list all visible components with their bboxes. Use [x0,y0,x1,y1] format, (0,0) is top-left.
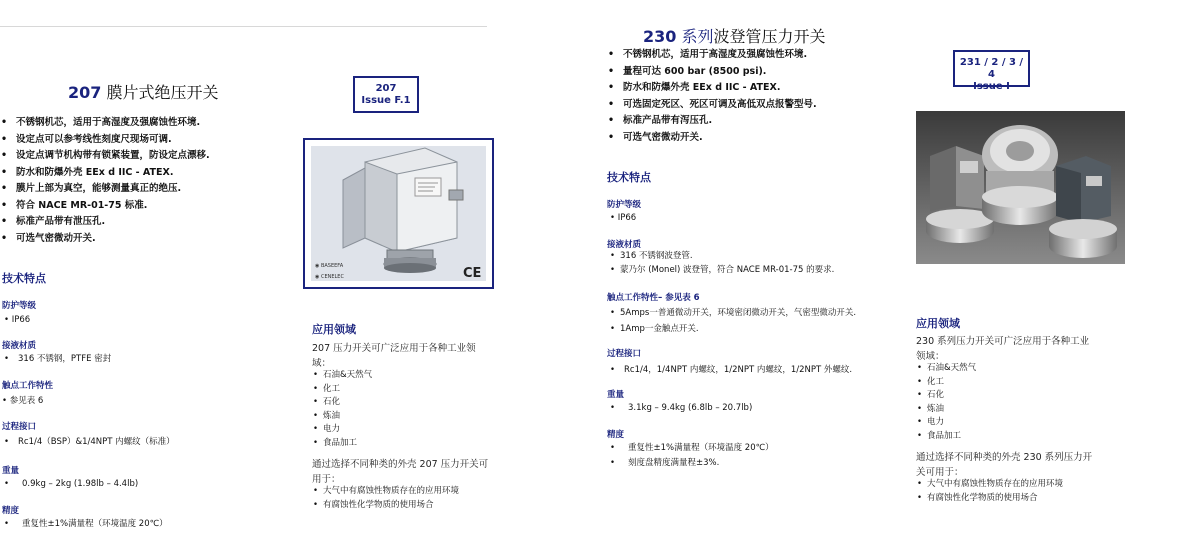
product-207-image [303,138,494,289]
accuracy-text: 重复性±1%满量程（环境温度 20℃） [22,519,168,529]
app-item: • 化工 [917,376,976,390]
weight-heading: 重量 [2,466,20,476]
feature-item: • 设定点调节机构带有锁紧装置，防设定点漂移. [0,148,210,165]
right-title-text: 波登管压力开关 [713,27,826,46]
app-note-item: • 有腐蚀性化学物质的使用场合 [313,499,459,513]
left-issue-model: 207 [375,83,397,94]
top-rule [0,26,487,27]
weight-value: • 0.9kg – 2kg (1.98lb – 4.4lb) [4,479,139,489]
app-note-item: • 大气中有腐蚀性物质存在的应用环境 [313,485,459,499]
right-feature-list [607,47,817,146]
protection-heading: 防护等级 [2,301,37,311]
right-app-note: 通过选择不同种类的外壳 230 系列压力开关可用于： [916,452,1093,478]
left-issue-version: Issue F.1 [361,95,411,106]
wetted-list [610,250,834,277]
product-230-illustration [916,111,1125,264]
baseefa-mark: ◉ BASEEFA [315,263,344,269]
ce-mark: CE [463,266,482,281]
contact-heading: 触点工作特性 [2,381,54,391]
app-note-item: • 有腐蚀性化学物质的使用场合 [917,492,1063,506]
left-app-list [313,369,372,450]
left-app-note-list [313,485,459,512]
accuracy-value: • 重复性±1%满量程（环境温度 20℃） [4,519,168,529]
right-title-series: 系列 [676,27,714,46]
accuracy-text: 刻度盘精度满量程±3%. [628,458,720,468]
process-value: • Rc1/4（BSP）&1/4NPT 内螺纹（标准） [4,437,175,447]
cenelec-mark: ◉ CENELEC [315,274,344,280]
left-app-heading: 应用领域 [312,323,356,336]
left-page-title [68,80,219,103]
right-issue-box [953,50,1030,92]
process-text: Rc1/4（BSP）&1/4NPT 内螺纹（标准） [18,437,175,447]
accuracy-heading: 精度 [2,506,20,516]
app-item: • 炼油 [313,410,372,424]
app-item: • 食品加工 [917,430,976,444]
accuracy-text: 重复性±1%满量程（环境温度 20℃） [628,443,774,453]
app-item: • 石化 [917,389,976,403]
wetted-item: • 蒙乃尔 (Monel) 波登管，符合 NACE MR-01-75 的要求. [610,264,834,278]
feature-item: • 防水和防爆外壳 EEx d IIC - ATEX. [607,80,817,97]
app-item: • 食品加工 [313,437,372,451]
app-item: • 电力 [313,423,372,437]
feature-item: • 可选气密微动开关. [607,130,817,147]
feature-item: • 标准产品带有泄压孔. [0,214,210,231]
feature-item: • 不锈钢机芯，适用于高湿度及强腐蚀性环境. [607,47,817,64]
product-230-image [916,111,1125,264]
feature-item: • 膜片上部为真空，能够测量真正的绝压. [0,181,210,198]
contact-heading: 触点工作特性– 参见表 6 [607,293,700,303]
left-app-intro: 207 压力开关可广泛应用于各种工业领域： [312,343,476,369]
wetted-heading: 接液材质 [2,341,37,351]
accuracy-heading: 精度 [607,430,625,440]
contact-list [610,305,856,337]
protection-value: • IP66 [610,213,637,223]
feature-item: • 防水和防爆外壳 EEx d IIC - ATEX. [0,165,210,182]
process-text: Rc1/4，1/4NPT 内螺纹，1/2NPT 内螺纹，1/2NPT 外螺纹. [624,365,853,375]
feature-item: • 符合 NACE MR-01-75 标准. [0,198,210,215]
left-tech-heading: 技术特点 [2,272,46,285]
contact-item: • 1Amp一金触点开关. [610,321,856,337]
wetted-item: • 316 不锈钢波登管. [610,250,834,264]
left-app-note: 通过选择不同种类的外壳 207 压力开关可用于： [312,459,489,485]
app-item: • 石化 [313,396,372,410]
cenelec-label: CENELEC [320,274,344,280]
left-title-number: 207 [68,83,102,102]
process-heading: 过程接口 [2,422,37,432]
wetted-text: 316 不锈钢，PTFE 密封 [18,354,112,364]
feature-item: • 量程可达 600 bar (8500 psi). [607,64,817,81]
baseefa-label: BASEEFA [320,263,344,269]
right-issue-model: 231 / 2 / 3 / 4 [959,57,1024,80]
left-title-text: 膜片式绝压开关 [101,83,219,102]
feature-item: • 不锈钢机芯，适用于高湿度及强腐蚀性环境. [0,115,210,132]
weight-text: 0.9kg – 2kg (1.98lb – 4.4lb) [22,479,139,489]
app-item: • 化工 [313,383,372,397]
accuracy-value-2: • 刻度盘精度满量程±3%. [610,458,720,468]
feature-item: • 设定点可以参考线性刻度尺现场可调. [0,132,210,149]
right-tech-heading: 技术特点 [607,171,651,184]
protection-value: • IP66 [4,315,31,325]
weight-heading: 重量 [607,390,625,400]
feature-item: • 可选固定死区、死区可调及高低双点报警型号. [607,97,817,114]
feature-item: • 标准产品带有泻压孔. [607,113,817,130]
accuracy-value-1: • 重复性±1%满量程（环境温度 20℃） [610,443,774,453]
app-item: • 炼油 [917,403,976,417]
protection-heading: 防护等级 [607,200,642,210]
right-app-list [917,362,976,443]
right-app-heading: 应用领域 [916,317,960,330]
app-item: • 石油&天然气 [313,369,372,383]
right-app-intro: 230 系列压力开关可广泛应用于各种工业领域： [916,336,1090,362]
right-issue-version: Issue I [973,81,1010,92]
left-issue-box [353,76,419,113]
app-item: • 石油&天然气 [917,362,976,376]
contact-item: • 5Amps一普通微动开关，环境密闭微动开关，气密型微动开关. [610,305,856,321]
right-page-title [643,24,826,47]
process-heading: 过程接口 [607,349,642,359]
right-app-note-list [917,478,1063,505]
app-note-item: • 大气中有腐蚀性物质存在的应用环境 [917,478,1063,492]
feature-item: • 可选气密微动开关. [0,231,210,248]
wetted-value: • 316 不锈钢，PTFE 密封 [4,354,112,364]
process-value: • Rc1/4，1/4NPT 内螺纹，1/2NPT 内螺纹，1/2NPT 外螺纹. [610,365,853,375]
weight-text: 3.1kg – 9.4kg (6.8lb – 20.7lb) [628,403,753,413]
weight-value: • 3.1kg – 9.4kg (6.8lb – 20.7lb) [610,403,753,413]
contact-value: • 参见表 6 [2,396,44,406]
right-title-number: 230 [643,27,677,46]
left-feature-list [0,115,210,247]
app-item: • 电力 [917,416,976,430]
wetted-heading: 接液材质 [607,240,642,250]
